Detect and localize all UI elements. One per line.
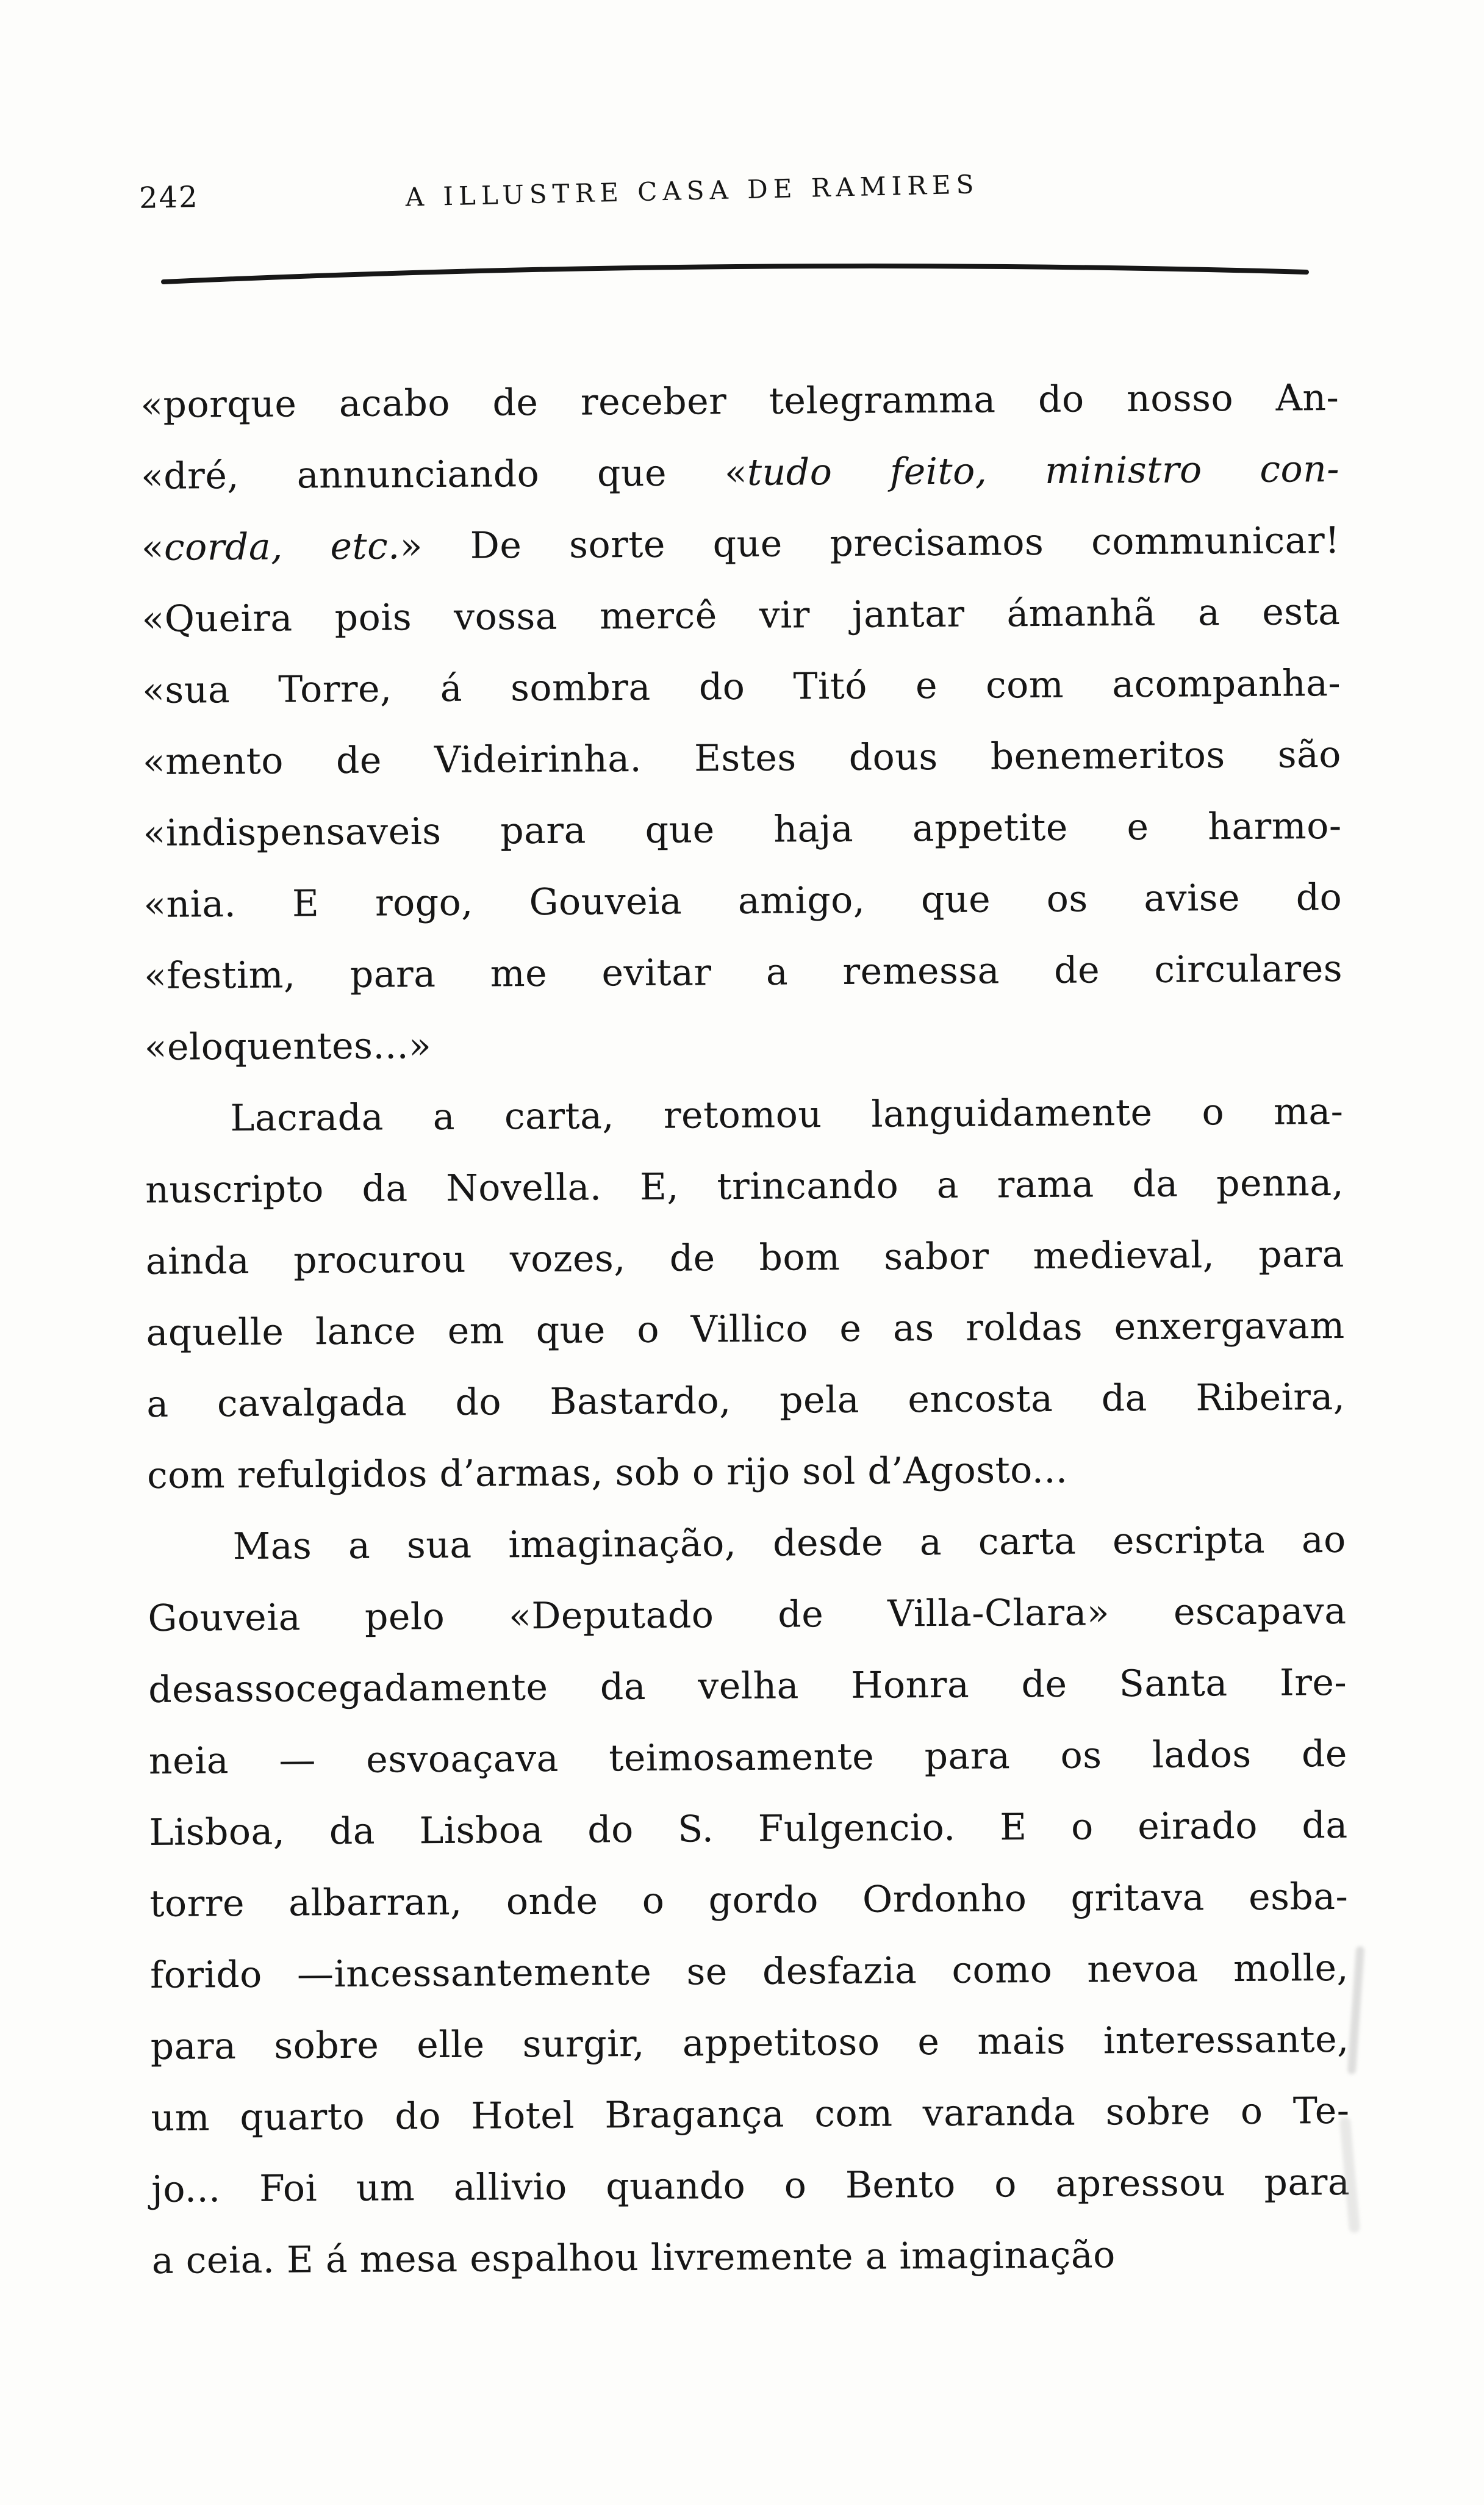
text-line	[144, 1005, 1343, 1084]
scan-artifact	[1347, 1946, 1365, 2074]
text-segment: «festim, para me evitar a remessa de circulares	[143, 947, 1343, 997]
text-segment: «indispensaveis para que haja appetite e harmo-	[143, 804, 1342, 855]
text-segment: Mas a sua imaginação, desde a carta escripta ao	[232, 1518, 1346, 1569]
text-line	[151, 2147, 1350, 2226]
text-segment: aquelle lance em que o Villico e as roldas enxergavam	[146, 1304, 1345, 1354]
text-segment: «	[141, 526, 165, 569]
text-segment: neia — esvoaçava teimosamente para os lados de	[148, 1732, 1348, 1783]
page-text	[140, 362, 1350, 2297]
text-segment: » De sorte que precisamos communicar!	[400, 519, 1340, 568]
text-line	[147, 1433, 1346, 1512]
header-rule	[160, 256, 1313, 293]
text-segment: «nia. E rogo, Gouveia amigo, que os avise do	[143, 875, 1342, 926]
text-segment-italic: corda, etc.	[163, 525, 400, 569]
text-line	[152, 2218, 1351, 2297]
text-line	[151, 2076, 1350, 2154]
text-segment: um quarto do Hotel Bragança com varanda sobre o Te-	[151, 2089, 1350, 2140]
text-segment: ainda procurou vozes, de bom sabor medieval, para	[145, 1232, 1345, 1283]
text-line	[146, 1362, 1346, 1440]
text-line	[149, 1861, 1349, 1940]
text-segment: Lisboa, da Lisboa do S. Fulgencio. E o eirado da	[149, 1803, 1348, 1854]
text-line	[147, 1504, 1346, 1583]
text-segment: forido —incessantemente se desfazia como nevoa molle,	[149, 1946, 1349, 1997]
text-line	[143, 862, 1342, 941]
text-segment: a ceia. E á mesa espalhou livremente a imaginação	[151, 2234, 1116, 2282]
text-segment: Lacrada a carta, retomou languidamente o ma-	[230, 1090, 1344, 1140]
text-line	[142, 648, 1341, 727]
text-line	[148, 1647, 1347, 1726]
text-line	[148, 1576, 1347, 1655]
text-line	[150, 2004, 1349, 2083]
text-segment: Gouveia pelo «Deputado de Villa-Clara» escapava	[148, 1589, 1347, 1640]
text-line	[146, 1290, 1345, 1369]
text-segment: a cavalgada do Bastardo, pela encosta da Ribeira,	[146, 1375, 1346, 1426]
text-segment: torre albarran, onde o gordo Ordonho gritava esba-	[149, 1875, 1349, 1925]
text-segment: para sobre elle surgir, appetitoso e mais interessante,	[150, 2018, 1349, 2068]
text-segment: «sua Torre, á sombra do Titó e com acompanha-	[142, 661, 1341, 712]
text-segment: desassocegadamente da velha Honra de Santa Ire-	[148, 1661, 1347, 1711]
text-line	[145, 1076, 1344, 1155]
text-segment: «porque acabo de receber telegramma do nosso An-	[140, 376, 1339, 426]
text-line	[143, 791, 1342, 869]
text-line	[146, 1219, 1345, 1298]
text-segment-italic: tudo feito, ministro con-	[747, 447, 1340, 494]
text-segment: jo... Foi um allivio quando o Bento o apressou para	[151, 2160, 1350, 2211]
text-line	[141, 434, 1340, 512]
text-segment: «eloquentes...»	[144, 1024, 432, 1069]
text-line	[141, 505, 1340, 584]
text-segment: «mento de Videirinha. Estes dous benemeritos são	[142, 733, 1342, 783]
text-line	[150, 1933, 1349, 2011]
text-segment: «Queira pois vossa mercê vir jantar ámanhã a esta	[142, 590, 1341, 641]
text-line	[149, 1719, 1348, 1797]
text-segment: nuscripto da Novella. E, trincando a rama da penna,	[145, 1161, 1344, 1212]
running-title: A ILLUSTRE CASA DE RAMIRES	[405, 169, 980, 212]
text-line	[149, 1790, 1348, 1869]
text-segment: com refulgidos d’armas, sob o rijo sol d’Agosto...	[146, 1448, 1068, 1497]
page-number: 242	[138, 179, 199, 216]
text-segment: «dré, annunciando que «	[140, 451, 748, 498]
text-line	[145, 1148, 1344, 1226]
text-line	[144, 933, 1343, 1012]
text-line	[142, 577, 1341, 655]
text-line	[143, 719, 1342, 798]
text-line	[140, 362, 1339, 441]
